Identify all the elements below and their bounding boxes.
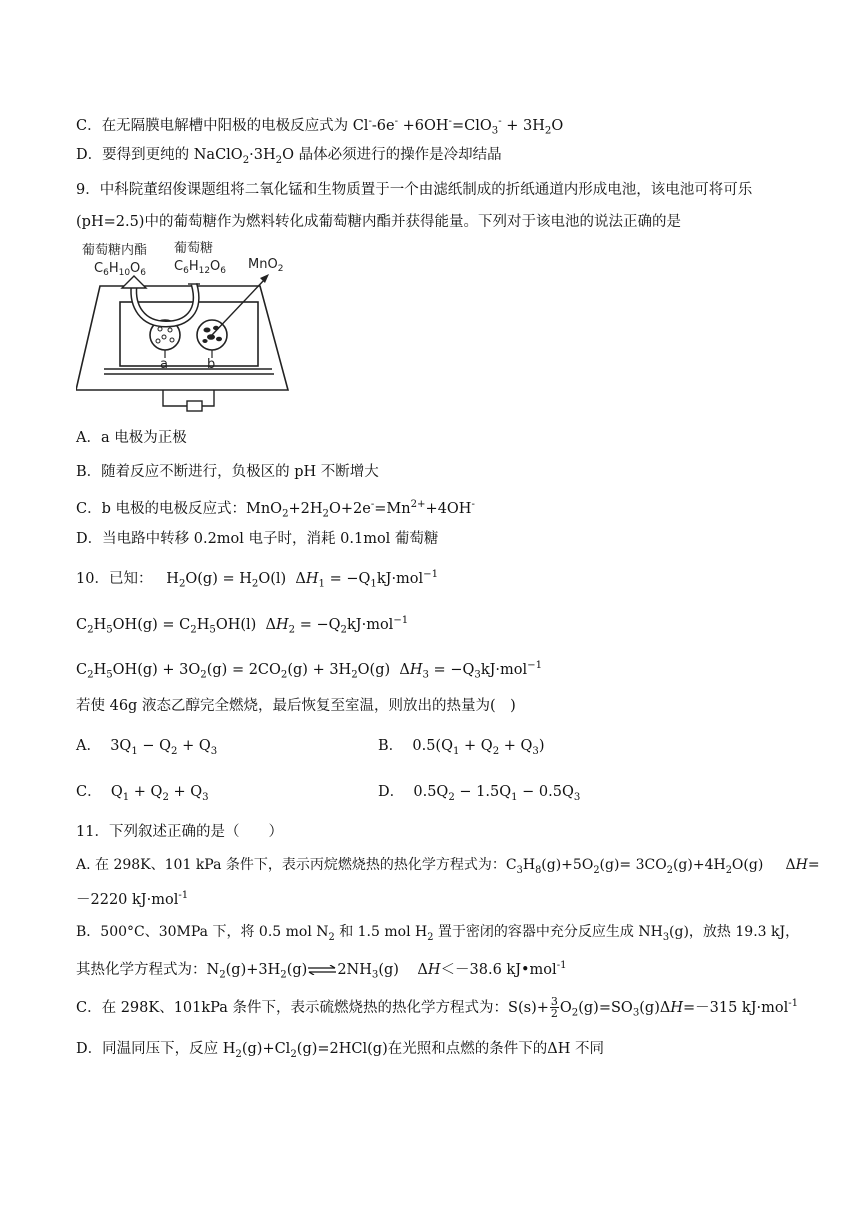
q10-eq3: $C_2H_5OH(g) + 3O_2(g) = 2CO_2(g) + 3H_2O(g) \Delta H_3 = -Q_3kJ\cdot mol^{-1}$ (76, 660, 543, 681)
q11-option-d: D．同温同压下，反应 $H_2(g)+Cl_2(g)=2HCl(g)$在光照和点燃的条件下的ΔH 不同 (76, 1041, 604, 1060)
electrode-b-label: b (207, 357, 216, 372)
q10-option-b: B． $0.5(Q_1 + Q_2 + Q_3)$ (378, 738, 545, 757)
q10-option-a: A． $3Q_1 - Q_2 + Q_3$ (76, 738, 218, 757)
q9-option-c: C．b 电极的电极反应式：$MnO_2+2H_2O+2e^-=Mn^{2+}+4OH^-$ (76, 499, 475, 520)
q9-option-a: A．a 电极为正极 (76, 430, 187, 446)
q11-option-c: C．在 298K、101kPa 条件下，表示硫燃烧热的热化学方程式为：S(s)+ $\frac{3}{2}$ $O_2(g)=SO_3(g)\Delta H=-315$ kJ·mol$^{-1}$ (76, 995, 799, 1021)
q10-option-d: D． $0.5Q_2 - 1.5Q_1 - 0.5Q_3$ (378, 784, 581, 803)
q9-option-b: B．随着反应不断进行，负极区的 pH 不断增大 (76, 464, 379, 480)
q8-option-d: D．要得到更纯的 $NaClO_2\cdot 3H_2O$ 晶体必须进行的操作是冷却结晶 (76, 147, 502, 166)
q8-option-c: C．在无隔膜电解槽中阳极的电极反应式为 $Cl^--6e^- +6OH^-=ClO_3^- + 3H_2O$ (76, 116, 564, 137)
q10-option-c: C． $Q_1 + Q_2 + Q_3$ (76, 784, 209, 803)
equilibrium-arrow-icon (307, 965, 337, 975)
q10-question: 若使 46g 液态乙醇完全燃烧，最后恢复至室温，则放出的热量为( ) (76, 698, 516, 714)
q10-eq1: 10．已知： $H_2O(g) = H_2O(l) \Delta H_1 = -Q_1kJ\cdot mol^{-1}$ (76, 569, 439, 590)
q11-option-a-line1: A. 在 298K、101 kPa 条件下，表示丙烷燃烧热的热化学方程式为：$C_3H_8(g)+5O_2(g)= 3CO_2(g)+4H_2O(g)$ ΔH= (76, 857, 820, 876)
q10-eq2: $C_2H_5OH(g) = C_2H_5OH(l) \Delta H_2 = -Q_2kJ\cdot mol^{-1}$ (76, 615, 409, 636)
battery-diagram (76, 240, 306, 415)
lactone-formula: $C_6H_{10}O_6$ (94, 261, 147, 278)
q9-stem-line1: 9．中科院董绍俊课题组将二氧化锰和生物质置于一个由滤纸制成的折纸通道内形成电池，该电池可将可乐 (76, 182, 753, 198)
q11-option-a-line2: －2220 kJ·mol$^{-1}$ (76, 890, 189, 908)
q11-option-b-line1: B．500°C、30MPa 下，将 0.5 mol $N_2$ 和 1.5 mol $H_2$ 置于密闭的容器中充分反应生成 $NH_3(g)$，放热 19.3 kJ， (76, 924, 800, 943)
q11-stem: 11．下列叙述正确的是（ ） (76, 824, 283, 840)
lactone-label: 葡萄糖内酯 (82, 243, 148, 258)
q9-stem-line2: (pH=2.5)中的葡萄糖作为燃料转化成葡萄糖内酯并获得能量。下列对于该电池的说法正确的是 (76, 214, 681, 230)
q11-option-b-line2: 其热化学方程式为：$N_2(g)+3H_2(g)$ $2NH_3(g)$ ΔH＜－38.6 kJ•mol$^{-1}$ (76, 960, 567, 981)
mno2-label: MnO$_2$ (248, 257, 284, 274)
electrode-a-label: a (160, 357, 168, 372)
resistor (187, 401, 202, 411)
q9-option-d: D．当电路中转移 0.2mol 电子时，消耗 0.1mol 葡萄糖 (76, 531, 439, 547)
glucose-label: 葡萄糖 (174, 241, 214, 256)
glucose-formula: $C_6H_{12}O_6$ (174, 259, 227, 276)
